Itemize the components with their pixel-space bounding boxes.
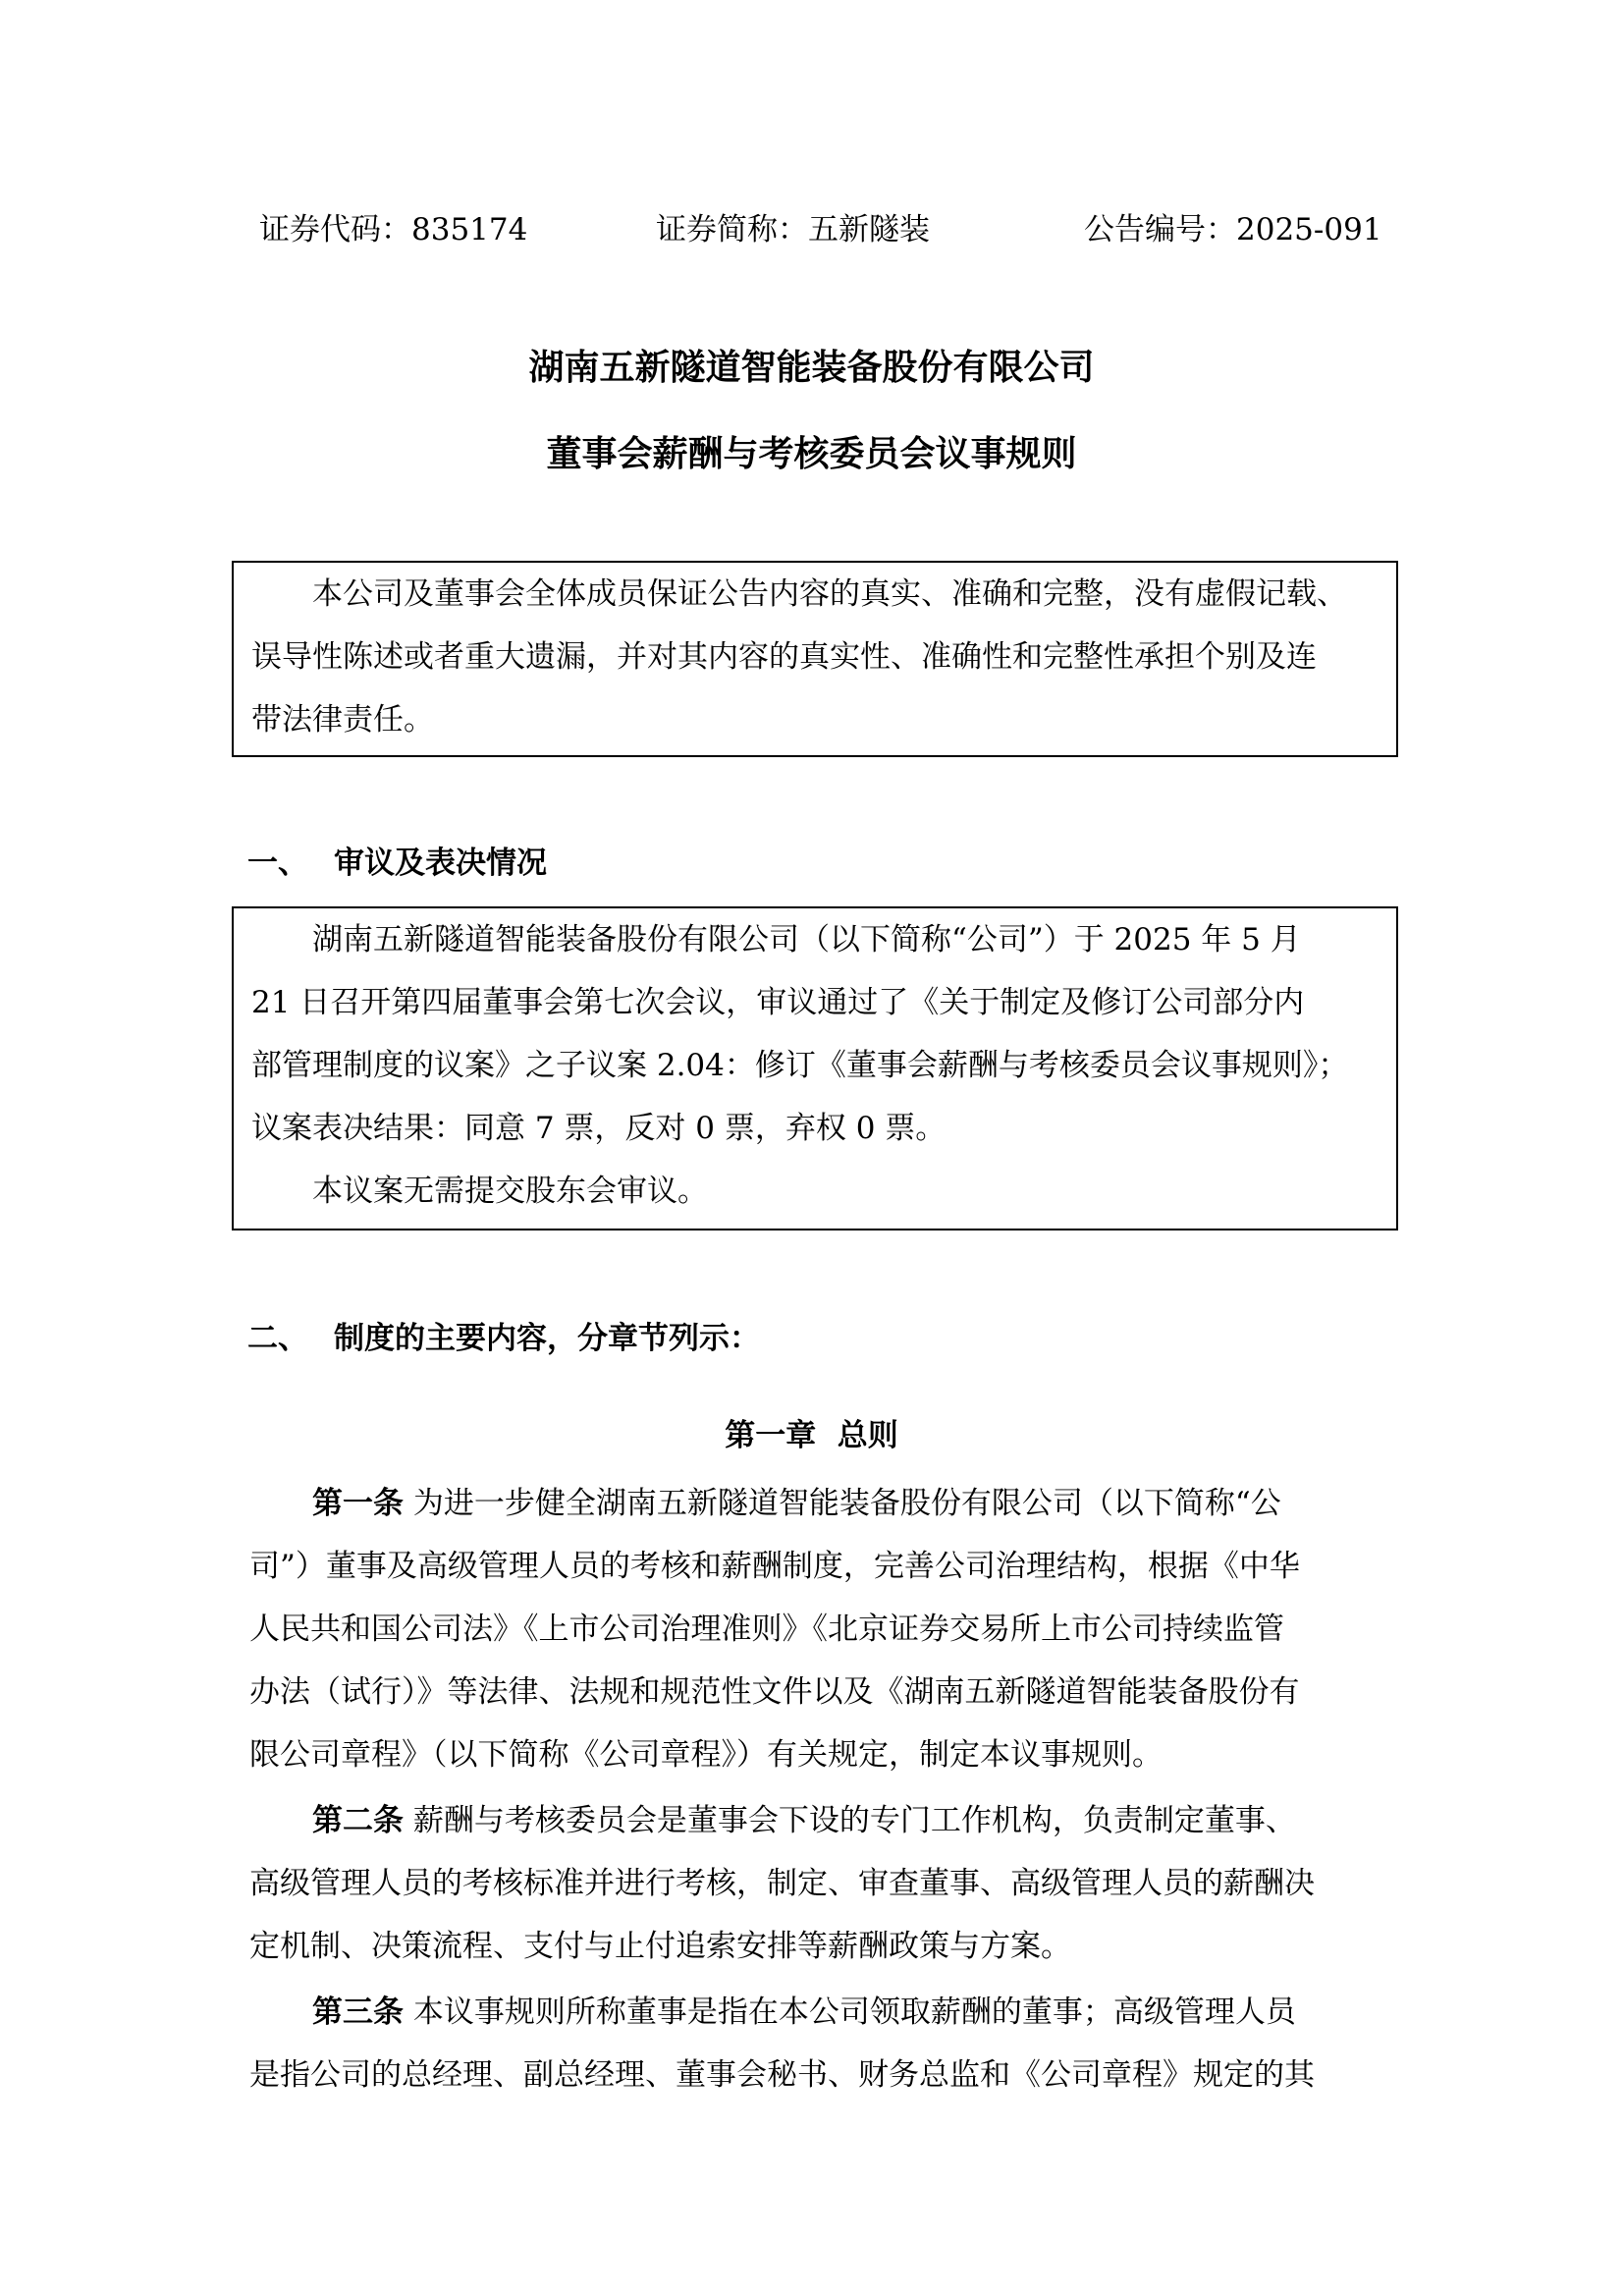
article-text: 薪酬与考核委员会是董事会下设的专门工作机构，负责制定董事、 [404,1803,1296,1838]
statement-line: 误导性陈述或者重大遗漏，并对其内容的真实性、准确性和完整性承担个别及连 [251,639,1317,675]
resolution-line: 湖南五新隧道智能装备股份有限公司（以下简称“公司”）于 2025 年 5 月 [312,922,1301,957]
document-title: 董事会薪酬与考核委员会议事规则 [546,434,1077,474]
section-number: 二、 [247,1321,308,1356]
statement-line: 本公司及董事会全体成员保证公告内容的真实、准确和完整，没有虚假记载、 [312,576,1347,612]
article-line: 定机制、决策流程、支付与止付追索安排等薪酬政策与方案。 [249,1929,1071,1964]
article-text: 为进一步健全湖南五新隧道智能装备股份有限公司（以下简称“公 [404,1486,1281,1521]
statement-line: 带法律责任。 [251,702,434,738]
article-2-first-line [312,1799,1296,1842]
statement-box [232,561,1398,757]
article-line: 司”）董事及高级管理人员的考核和薪酬制度，完善公司治理结构，根据《中华 [249,1549,1300,1584]
article-label: 第一条 [312,1486,404,1521]
section-heading-2 [247,1317,935,1360]
article-label: 第三条 [312,1995,404,2030]
article-line: 限公司章程》（以下简称《公司章程》）有关规定，制定本议事规则。 [249,1737,1163,1773]
section-number: 一、 [247,846,308,881]
resolution-line: 部管理制度的议案》之子议案 2.04：修订《董事会薪酬与考核委员会议事规则》； [251,1048,1349,1083]
section-title: 审议及表决情况 [334,846,547,881]
chapter-title: 第一章 总则 [725,1418,898,1453]
stock-code: 证券代码：835174 [259,212,528,247]
article-line: 是指公司的总经理、副总经理、董事会秘书、财务总监和《公司章程》规定的其 [249,2057,1315,2093]
company-title: 湖南五新隧道智能装备股份有限公司 [528,348,1095,388]
announcement-header [259,208,1382,251]
article-line: 人民共和国公司法》《上市公司治理准则》《北京证券交易所上市公司持续监管 [249,1612,1284,1647]
resolution-box [232,906,1398,1230]
resolution-line: 议案表决结果：同意 7 票，反对 0 票，弃权 0 票。 [251,1111,947,1146]
article-line: 办法（试行）》等法律、法规和规范性文件以及《湖南五新隧道智能装备股份有 [249,1674,1300,1710]
article-text: 本议事规则所称董事是指在本公司领取薪酬的董事；高级管理人员 [404,1995,1296,2030]
article-3-first-line [312,1991,1296,2034]
section-title: 制度的主要内容，分章节列示： [334,1321,760,1356]
resolution-line: 21 日召开第四届董事会第七次会议，审议通过了《关于制定及修订公司部分内 [251,985,1305,1020]
resolution-line: 本议案无需提交股东会审议。 [312,1174,708,1209]
article-line: 高级管理人员的考核标准并进行考核，制定、审查董事、高级管理人员的薪酬决 [249,1866,1315,1901]
section-heading-1 [247,842,837,885]
stock-abbreviation: 证券简称：五新隧装 [656,212,930,247]
article-label: 第二条 [312,1803,404,1838]
article-1-first-line [312,1482,1281,1525]
notice-number: 公告编号：2025-091 [1084,212,1382,247]
